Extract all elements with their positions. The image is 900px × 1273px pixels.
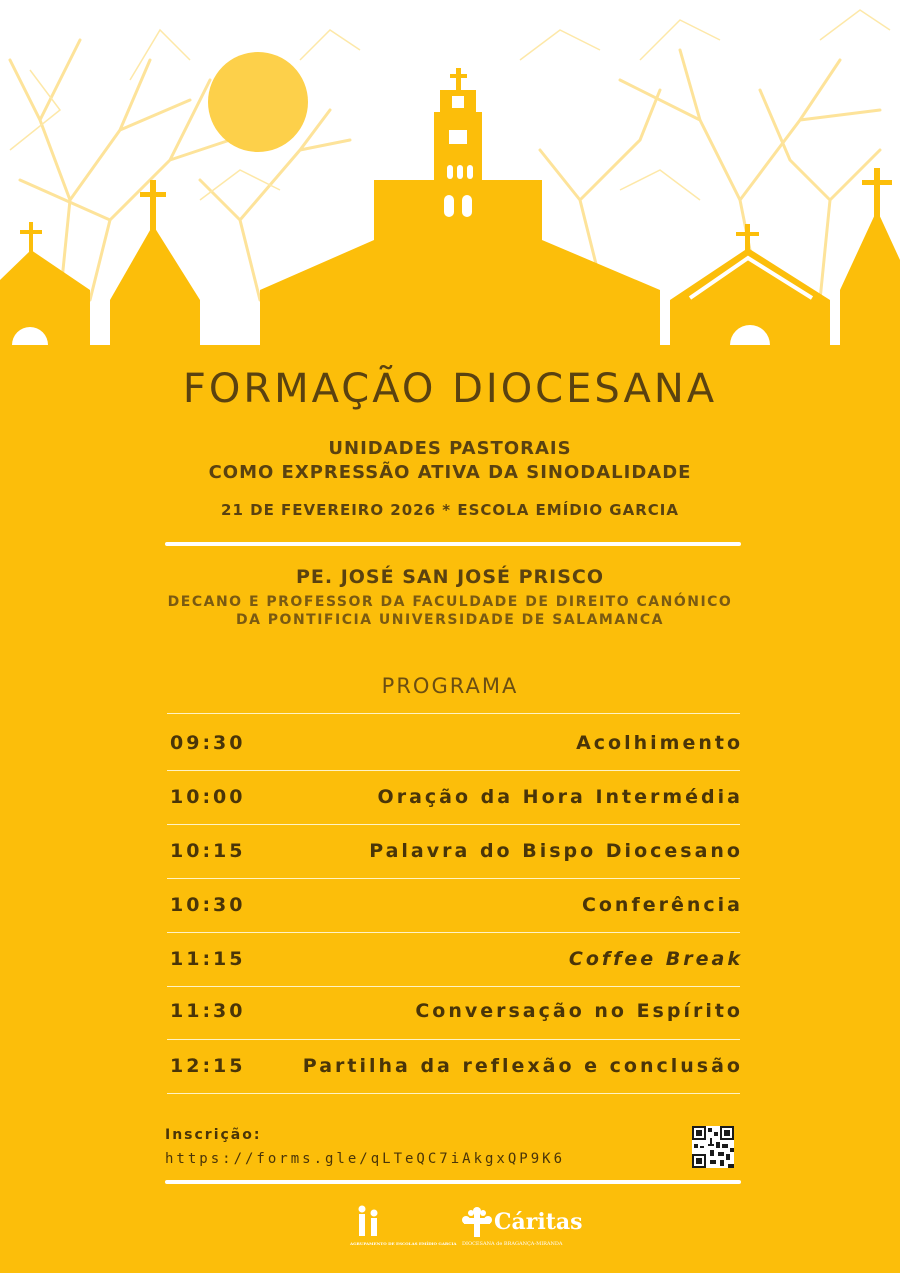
program-activity: Conferência (581, 894, 743, 916)
subtitle-line-2: COMO EXPRESSÃO ATIVA DA SINODALIDADE (208, 462, 692, 483)
program-time: 10:00 (170, 786, 246, 808)
program-activity: Coffee Break (568, 948, 743, 970)
program-divider (167, 1039, 740, 1040)
program-divider (167, 824, 740, 825)
program-time: 10:15 (170, 840, 246, 862)
registration-link[interactable]: https://forms.gle/qLTeQC7iAkgxQP9K6 (165, 1151, 566, 1167)
program-activity: Conversação no Espírito (415, 1000, 743, 1022)
program-time: 10:30 (170, 894, 246, 916)
program-divider (167, 932, 740, 933)
program-row (170, 786, 743, 816)
speaker-role-line-1: DECANO E PROFESSOR DA FACULDADE DE DIREITO CANÓNICO (167, 594, 733, 610)
program-row (170, 894, 743, 924)
program-divider (167, 713, 740, 714)
caritas-cross-icon (460, 1205, 494, 1239)
program-activity: Palavra do Bispo Diocesano (369, 840, 743, 862)
program-divider (167, 1093, 740, 1094)
program-row (170, 840, 743, 870)
program-row (170, 948, 743, 978)
church-silhouette-illustration (0, 0, 900, 360)
divider-top (165, 542, 741, 546)
right-chapel (670, 168, 900, 360)
program-divider (167, 878, 740, 879)
program-row (170, 732, 743, 762)
school-logo-icon (354, 1205, 384, 1237)
hero-illustration (0, 0, 900, 360)
program-time: 12:15 (170, 1055, 246, 1077)
qr-code-icon[interactable] (692, 1126, 734, 1168)
program-activity: Partilha da reflexão e conclusão (302, 1055, 743, 1077)
program-activity: Oração da Hora Intermédia (377, 786, 743, 808)
speaker-name: PE. JOSÉ SAN JOSÉ PRISCO (295, 566, 605, 588)
speaker-role-line-2: DA PONTIFICIA UNIVERSIDADE DE SALAMANCA (235, 612, 665, 628)
program-row (170, 1055, 743, 1085)
subtitle-line-1: UNIDADES PASTORAIS (328, 438, 572, 459)
program-activity: Acolhimento (576, 732, 743, 754)
school-logo-text: AGRUPAMENTO DE ESCOLAS EMÍDIO GARCIA (350, 1241, 457, 1246)
registration-label: Inscrição: (165, 1127, 262, 1143)
sun (208, 52, 308, 152)
program-divider (167, 986, 740, 987)
main-church (260, 68, 660, 360)
page-title: FORMAÇÃO DIOCESANA (182, 366, 718, 412)
divider-bottom (165, 1180, 741, 1184)
program-time: 11:30 (170, 1000, 246, 1022)
program-time: 09:30 (170, 732, 246, 754)
program-divider (167, 770, 740, 771)
program-row (170, 1000, 743, 1030)
caritas-logo (458, 1205, 583, 1250)
caritas-subtitle: DIOCESANA de BRAGANÇA-MIRANDA (462, 1241, 563, 1247)
program-title: PROGRAMA (381, 674, 519, 698)
program-time: 11:15 (170, 948, 246, 970)
school-logo (350, 1205, 460, 1250)
caritas-name: Cáritas (494, 1209, 583, 1235)
date-location: 21 DE FEVEREIRO 2026 * ESCOLA EMÍDIO GARCIA (221, 501, 679, 519)
